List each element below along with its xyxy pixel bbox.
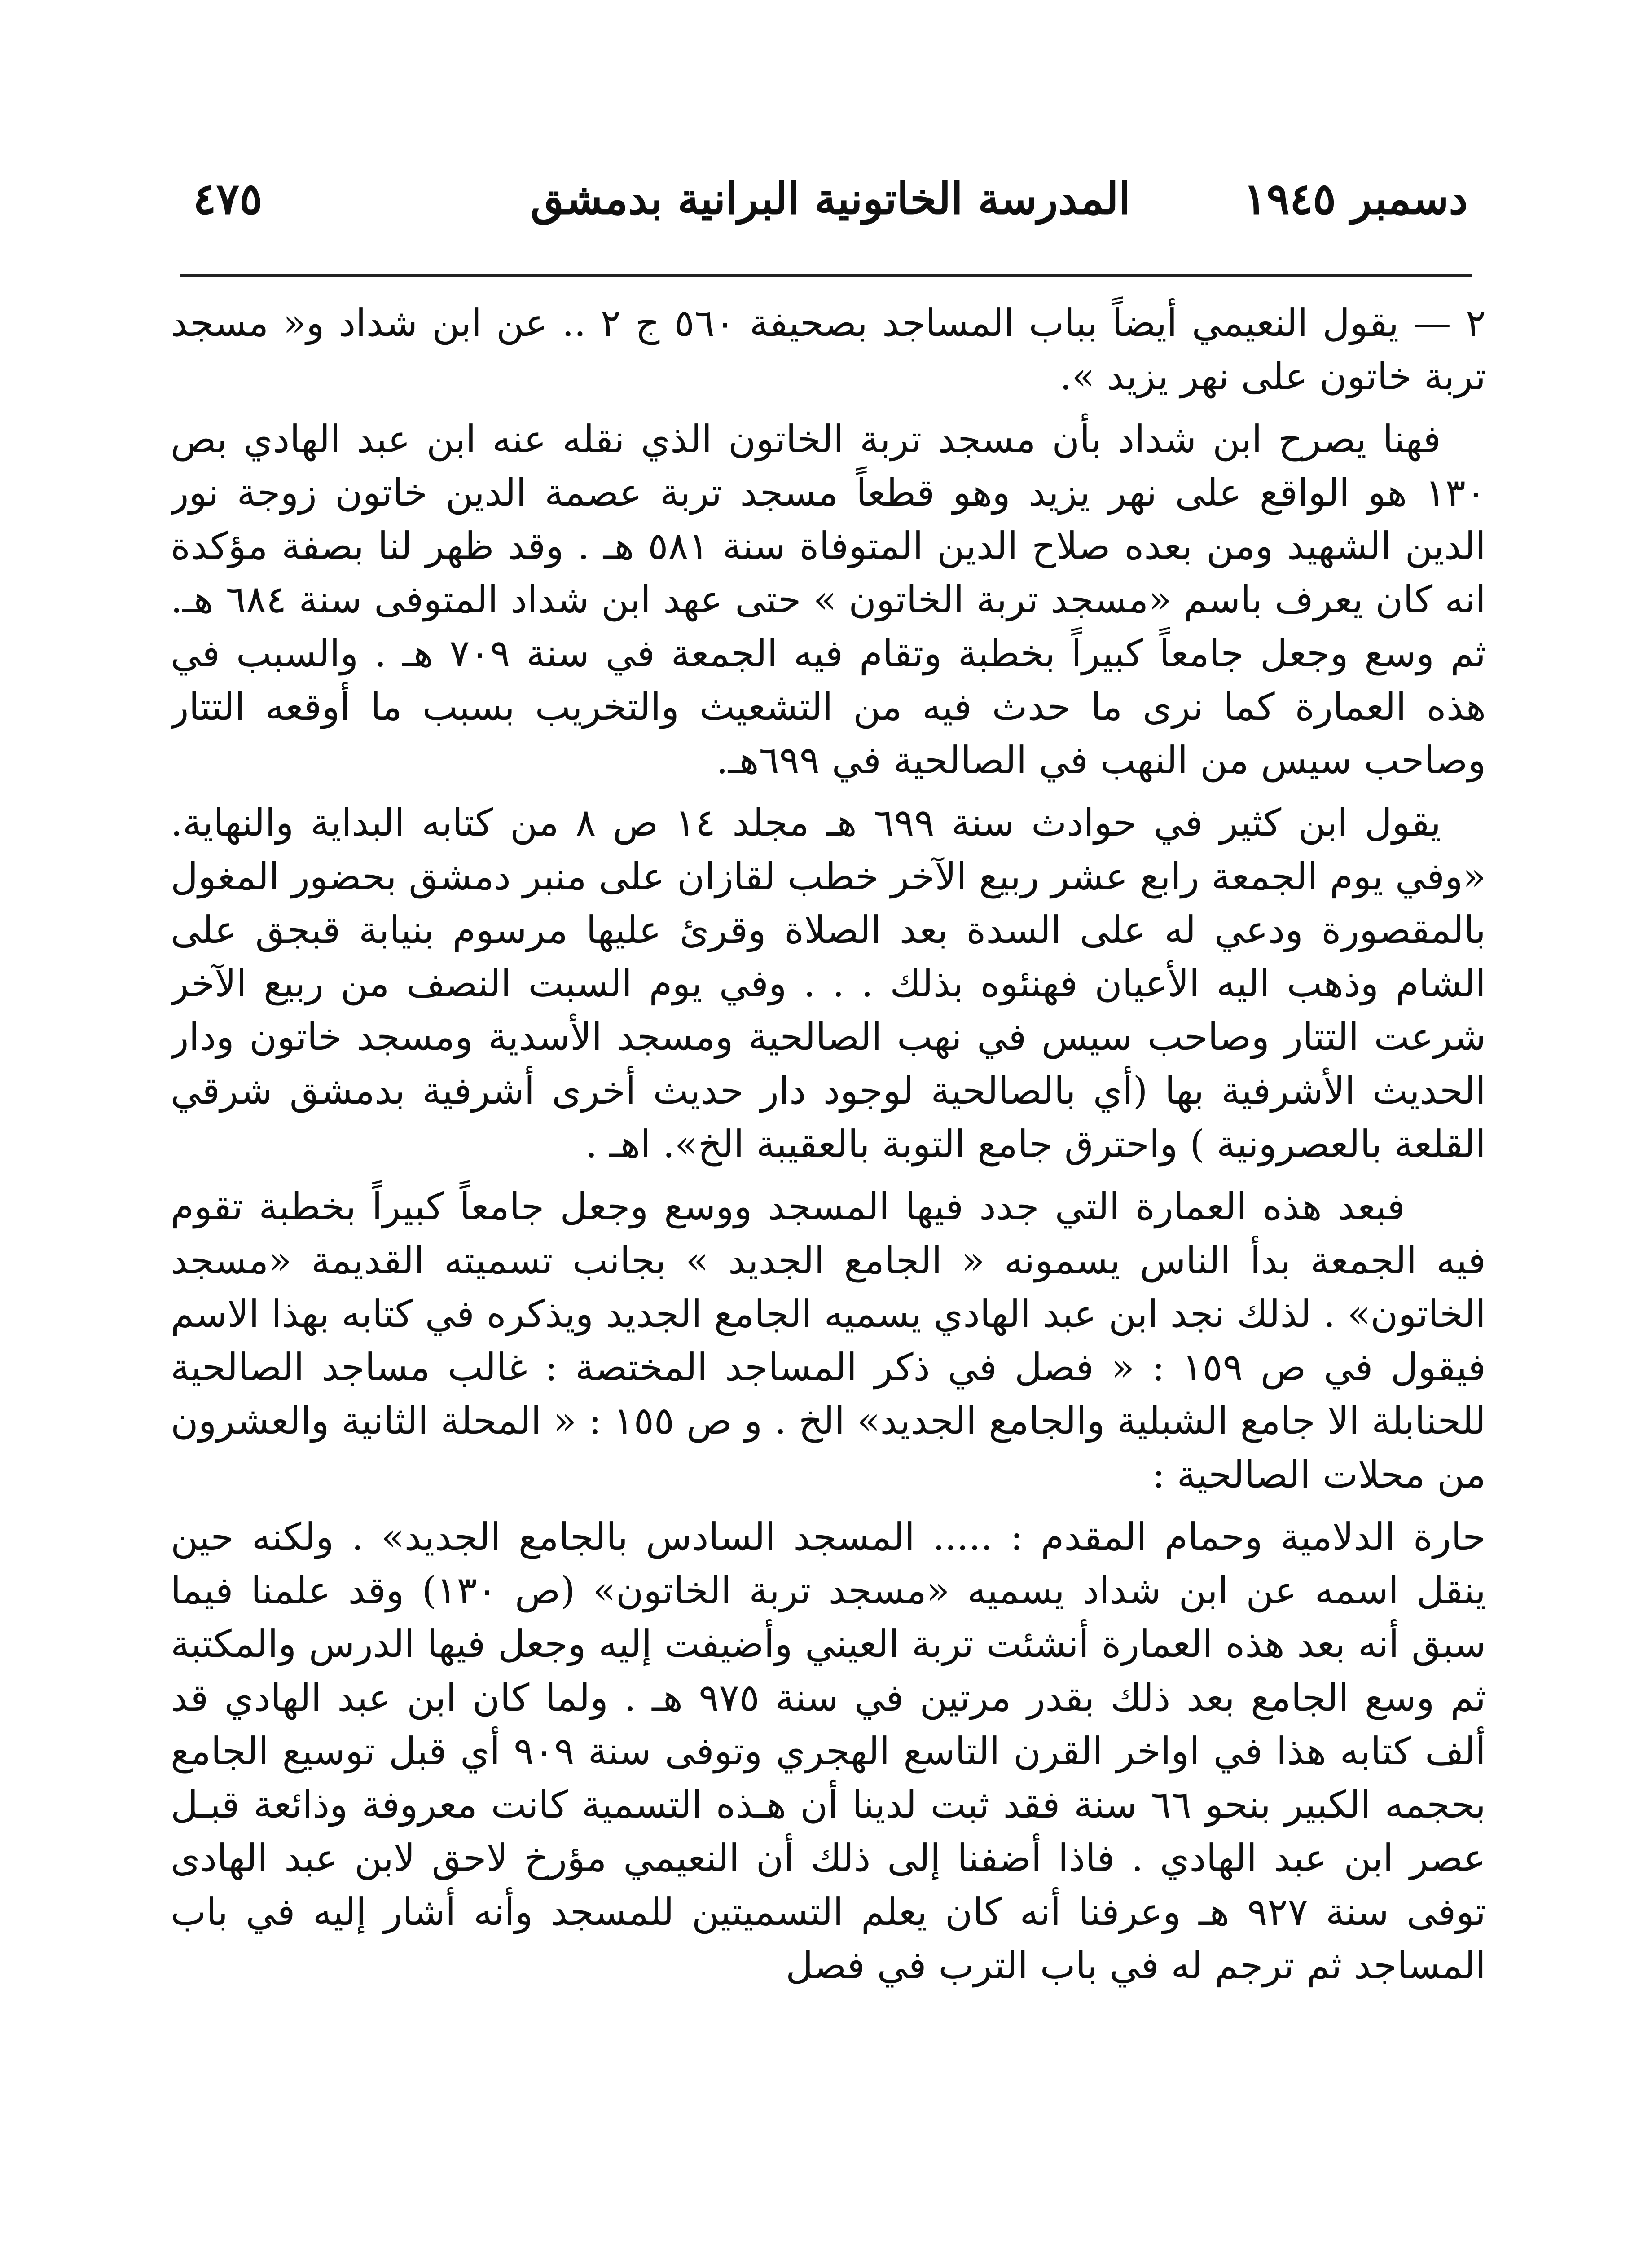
paragraph: يقول ابن كثير في حوادث سنة ٦٩٩ هـ مجلد ١٤ ص ٨ من كتابه البداية والنهاية. «وفي يوم الجمعة رابع عشر ربيع الآخر خطب لقازان على منبر دمشق بحضور المغول بالمقصورة ودعي له على السدة بعد الصلاة وقرئ عليها مرسوم بنيابة قبجق على الشام وذهب اليه الأعيان فهنئوه بذلك . . . وفي يوم السبت النصف من ربيع الآخر شرعت التتار وصاحب سيس في نهب الصالحية ومسجد الأسدية ومسجد خاتون ودار الحديث الأشرفية بها (أي بالصالحية لوجود دار حديث أخرى أشرفية بدمشق شرقي القلعة بالعصرونية ) واحترق جامع التوبة بالعقيبة الخ». اهـ . (171, 801, 1486, 1166)
paragraph: فهنا يصرح ابن شداد بأن مسجد تربة الخاتون الذي نقله عنه ابن عبد الهادي بص ١٣٠ هو الواقع على نهر يزيد وهو قطعاً مسجد تربة عصمة الدين خاتون زوجة نور الدين الشهيد ومن بعده صلاح الدين المتوفاة سنة ٥٨١ هـ . وقد ظهر لنا بصفة مؤكدة انه كان يعرف باسم «مسجد تربة الخاتون » حتى عهد ابن شداد المتوفى سنة ٦٨٤ هـ. ثم وسع وجعل جامعاً كبيراً بخطبة وتقام فيه الجمعة في سنة ٧٠٩ هـ . والسبب في هذه العمارة كما نرى ما حدث فيه من التشعيث والتخريب بسبب ما أوقعه التتار وصاحب سيس من النهب في الصالحية في ٦٩٩هـ. (171, 417, 1486, 783)
body-text (171, 296, 1486, 2245)
page-number: ٤٧٥ (193, 173, 263, 224)
paragraph: ٢ — يقول النعيمي أيضاً بباب المساجد بصحيفة ٥٦٠ ج ٢ .. عن ابن شداد و« مسجد تربة خاتون على نهر يزيد ». (171, 301, 1486, 399)
header-title: المدرسة الخاتونية البرانية بدمشق (530, 173, 1131, 224)
paragraph: حارة الدلامية وحمام المقدم : ..... المسجد السادس بالجامع الجديد» . ولكنه حين ينقل اسمه عن ابن شداد يسميه «مسجد تربة الخاتون» (ص ١٣٠) وقد علمنا فيما سبق أنه بعد هذه العمارة أنشئت تربة العيني وأضيفت إليه وجعل فيها الدرس والمكتبة ثم وسع الجامع بعد ذلك بقدر مرتين في سنة ٩٧٥ هـ . ولما كان ابن عبد الهادي قد ألف كتابه هذا في اواخر القرن التاسع الهجري وتوفى سنة ٩٠٩ أي قبل توسيع الجامع بحجمه الكبير بنحو ٦٦ سنة فقد ثبت لدينا أن هـذه التسمية كانت معروفة وذائعة قبـل عصر ابن عبد الهادي . فاذا أضفنا إلى ذلك أن النعيمي مؤرخ لاحق لابن عبد الهادى توفى سنة ٩٢٧ هـ وعرفنا أنه كان يعلم التسميتين للمسجد وأنه أشار إليه في باب المساجد ثم ترجم له في باب الترب في فصل (171, 1514, 1486, 1987)
paragraph: فبعد هذه العمارة التي جدد فيها المسجد ووسع وجعل جامعاً كبيراً بخطبة تقوم فيه الجمعة بدأ الناس يسمونه « الجامع الجديد » بجانب تسميته القديمة «مسجد الخاتون» . لذلك نجد ابن عبد الهادي يسميه الجامع الجديد ويذكره في كتابه بهذا الاسم فيقول في ص ١٥٩ : « فصل في ذكر المساجد المختصة : غالب مساجد الصالحية للحنابلة الا جامع الشبلية والجامع الجديد» الخ . و ص ١٥٥ : « المحلة الثانية والعشرون من محلات الصالحية : (171, 1184, 1486, 1497)
header-date: دسمبر ١٩٤٥ (1243, 173, 1468, 224)
header-rule (180, 274, 1472, 277)
running-header (193, 173, 1468, 254)
